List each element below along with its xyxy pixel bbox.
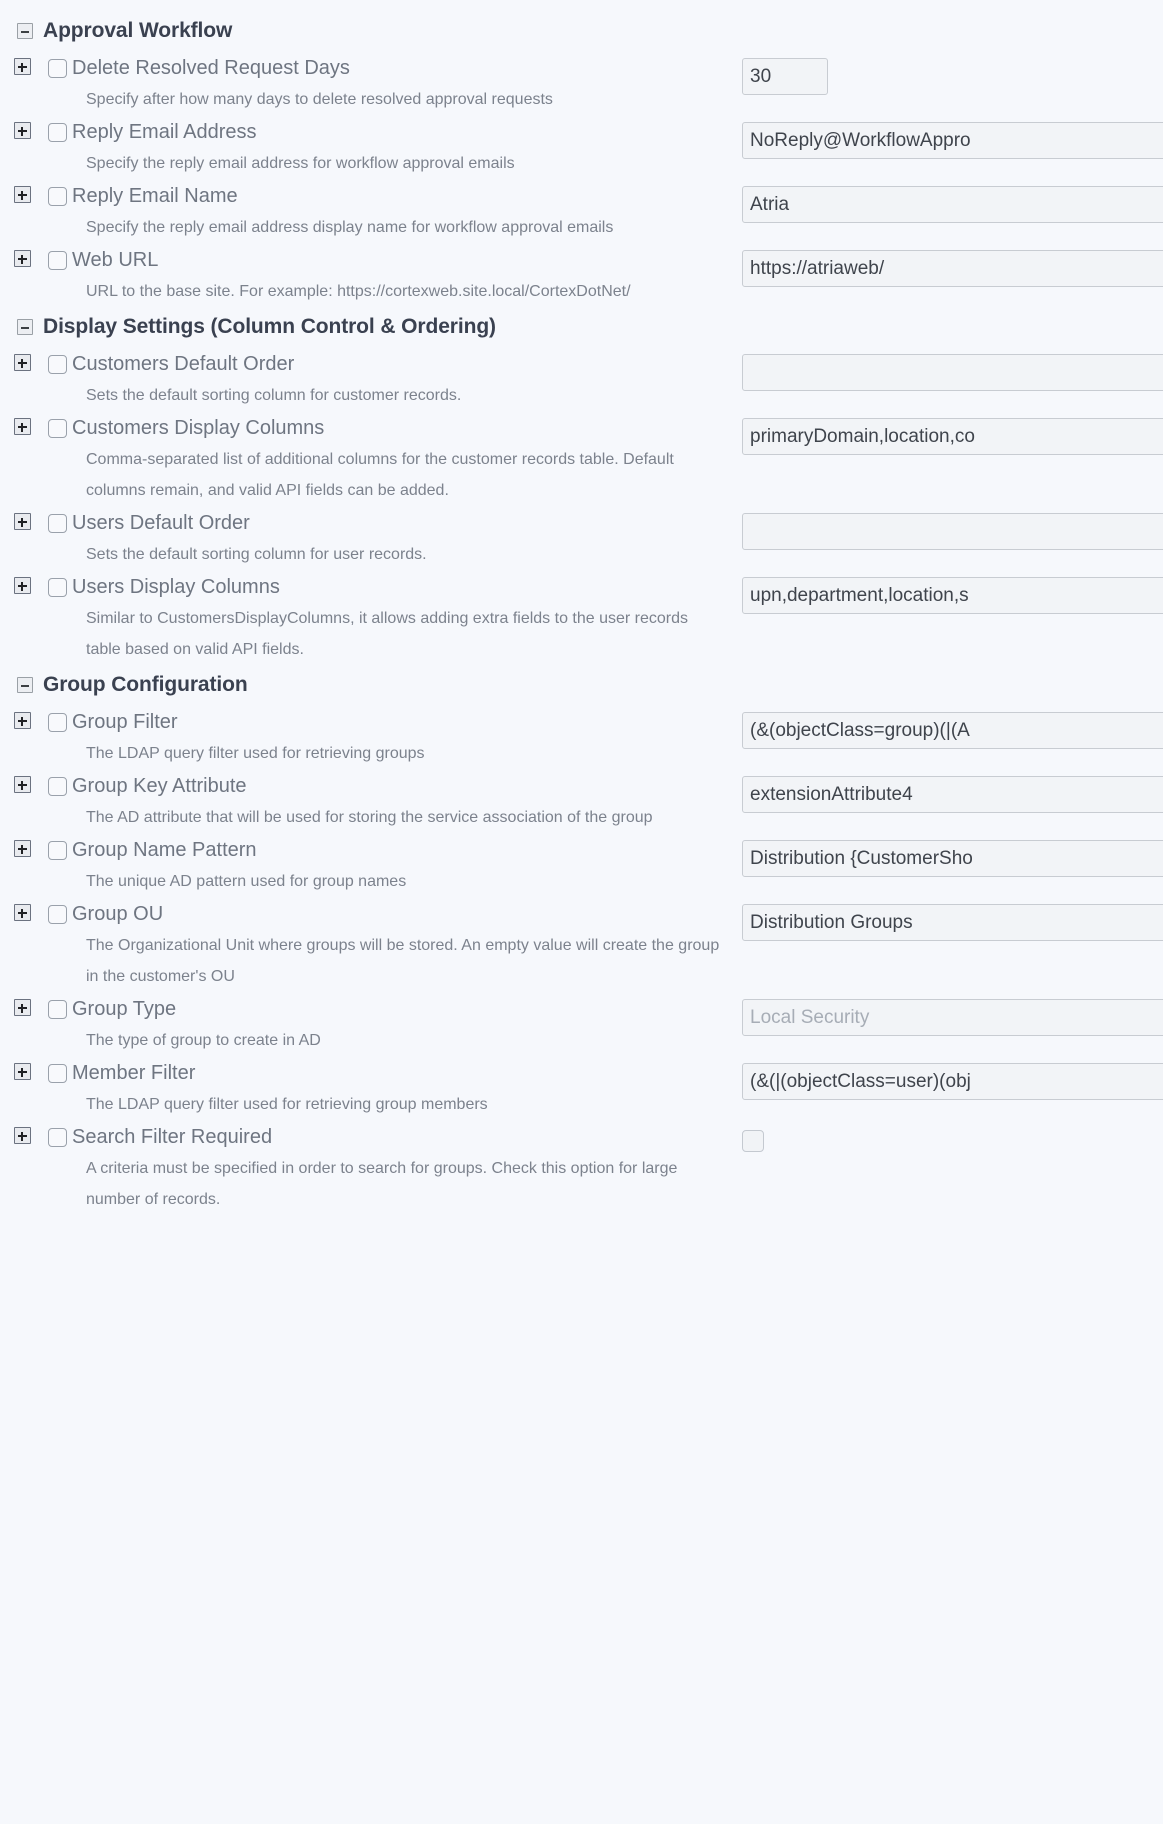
setting-header bbox=[14, 415, 728, 441]
setting-control bbox=[728, 1056, 1172, 1100]
setting-description: Specify the reply email address display name for workflow approval emails bbox=[86, 219, 614, 236]
setting-header bbox=[14, 183, 728, 209]
setting-select-checkbox[interactable] bbox=[48, 419, 67, 438]
setting-control bbox=[728, 705, 1172, 749]
setting-header bbox=[14, 901, 728, 927]
setting-row-search-filter-required bbox=[0, 1120, 1163, 1215]
setting-label: Reply Email Address bbox=[72, 121, 257, 143]
setting-header bbox=[14, 1060, 728, 1086]
setting-control bbox=[728, 243, 1172, 287]
expand-plus-icon[interactable] bbox=[14, 354, 31, 371]
setting-control bbox=[728, 992, 1172, 1036]
setting-select-checkbox[interactable] bbox=[48, 905, 67, 924]
setting-value-checkbox[interactable] bbox=[742, 1130, 764, 1152]
group-title: Approval Workflow bbox=[43, 19, 233, 42]
setting-value-input[interactable]: Local Security bbox=[742, 999, 1172, 1036]
setting-header bbox=[14, 55, 728, 81]
plus-bar-vertical bbox=[21, 423, 23, 432]
setting-row-customers-display-columns bbox=[0, 411, 1163, 506]
setting-value-input[interactable]: (&(objectClass=group)(|(A bbox=[742, 712, 1172, 749]
setting-select-checkbox[interactable] bbox=[48, 777, 67, 796]
setting-header bbox=[14, 119, 728, 145]
setting-row-group-ou bbox=[0, 897, 1163, 992]
setting-header bbox=[14, 351, 728, 377]
setting-info bbox=[14, 1120, 728, 1215]
setting-label: Users Default Order bbox=[72, 512, 250, 534]
expand-plus-icon[interactable] bbox=[14, 250, 31, 267]
minus-bar bbox=[21, 31, 29, 33]
setting-description: The AD attribute that will be used for storing the service association of the group bbox=[86, 809, 653, 826]
setting-row-reply-email-name bbox=[0, 179, 1163, 243]
setting-control bbox=[728, 570, 1172, 614]
setting-select-checkbox[interactable] bbox=[48, 355, 67, 374]
setting-row-delete-resolved-request-days bbox=[0, 51, 1163, 115]
collapse-minus-icon[interactable] bbox=[17, 23, 33, 39]
setting-value-input[interactable]: primaryDomain,location,co bbox=[742, 418, 1172, 455]
setting-info bbox=[14, 51, 728, 115]
setting-info bbox=[14, 992, 728, 1056]
setting-select-checkbox[interactable] bbox=[48, 514, 67, 533]
setting-info bbox=[14, 179, 728, 243]
setting-select-checkbox[interactable] bbox=[48, 713, 67, 732]
setting-label: Group Type bbox=[72, 998, 177, 1020]
plus-bar-vertical bbox=[21, 518, 23, 527]
setting-row-web-url bbox=[0, 243, 1163, 307]
setting-header bbox=[14, 1124, 728, 1150]
setting-select-checkbox[interactable] bbox=[48, 1000, 67, 1019]
setting-info bbox=[14, 705, 728, 769]
setting-label: Search Filter Required bbox=[72, 1126, 273, 1148]
plus-bar-vertical bbox=[21, 1132, 23, 1141]
setting-header bbox=[14, 574, 728, 600]
setting-label: Group Key Attribute bbox=[72, 775, 247, 797]
setting-header bbox=[14, 837, 728, 863]
setting-header bbox=[14, 247, 728, 273]
setting-description: The type of group to create in AD bbox=[86, 1032, 321, 1049]
plus-bar-vertical bbox=[21, 582, 23, 591]
setting-description: Specify after how many days to delete resolved approval requests bbox=[86, 91, 553, 108]
expand-plus-icon[interactable] bbox=[14, 418, 31, 435]
setting-info bbox=[14, 897, 728, 992]
plus-bar-vertical bbox=[21, 255, 23, 264]
setting-info bbox=[14, 115, 728, 179]
plus-bar-vertical bbox=[21, 359, 23, 368]
setting-description: Specify the reply email address for workflow approval emails bbox=[86, 155, 515, 172]
setting-row-group-name-pattern bbox=[0, 833, 1163, 897]
setting-value-input[interactable]: (&(|(objectClass=user)(obj bbox=[742, 1063, 1172, 1100]
setting-control bbox=[728, 897, 1172, 941]
setting-control bbox=[728, 347, 1172, 391]
plus-bar-vertical bbox=[21, 845, 23, 854]
expand-plus-icon[interactable] bbox=[14, 712, 31, 729]
setting-description: Sets the default sorting column for user records. bbox=[86, 546, 427, 563]
plus-bar-vertical bbox=[21, 717, 23, 726]
group-title: Group Configuration bbox=[43, 673, 248, 696]
setting-value-input[interactable] bbox=[742, 513, 1172, 550]
group-header-group-configuration[interactable] bbox=[0, 665, 1163, 705]
setting-row-users-default-order bbox=[0, 506, 1163, 570]
setting-value-input[interactable]: Distribution Groups bbox=[742, 904, 1172, 941]
setting-select-checkbox[interactable] bbox=[48, 187, 67, 206]
collapse-minus-icon[interactable] bbox=[17, 677, 33, 693]
setting-value-input[interactable]: upn,department,location,s bbox=[742, 577, 1172, 614]
setting-select-checkbox[interactable] bbox=[48, 251, 67, 270]
setting-label: Group Name Pattern bbox=[72, 839, 257, 861]
expand-plus-icon[interactable] bbox=[14, 1127, 31, 1144]
setting-info bbox=[14, 506, 728, 570]
setting-value-input[interactable]: NoReply@WorkflowAppro bbox=[742, 122, 1172, 159]
setting-row-group-key-attribute bbox=[0, 769, 1163, 833]
plus-bar-vertical bbox=[21, 909, 23, 918]
setting-info bbox=[14, 411, 728, 506]
setting-select-checkbox[interactable] bbox=[48, 1064, 67, 1083]
setting-description: The LDAP query filter used for retrieving group members bbox=[86, 1096, 488, 1113]
setting-row-customers-default-order bbox=[0, 347, 1163, 411]
setting-select-checkbox[interactable] bbox=[48, 59, 67, 78]
setting-description: URL to the base site. For example: https://cortexweb.site.local/CortexDotNet/ bbox=[86, 283, 631, 300]
settings-list bbox=[0, 11, 1163, 1215]
setting-control bbox=[728, 769, 1172, 813]
expand-plus-icon[interactable] bbox=[14, 776, 31, 793]
minus-bar bbox=[21, 685, 29, 687]
setting-control bbox=[728, 506, 1172, 550]
setting-label: Reply Email Name bbox=[72, 185, 238, 207]
expand-plus-icon[interactable] bbox=[14, 122, 31, 139]
setting-info bbox=[14, 833, 728, 897]
setting-header bbox=[14, 773, 728, 799]
setting-row-group-type bbox=[0, 992, 1163, 1056]
setting-description: The Organizational Unit where groups will be stored. An empty value will create the group in the customer's OU bbox=[86, 937, 720, 985]
setting-row-users-display-columns bbox=[0, 570, 1163, 665]
setting-header bbox=[14, 709, 728, 735]
setting-label: Web URL bbox=[72, 249, 159, 271]
setting-value-input[interactable]: Atria bbox=[742, 186, 1172, 223]
setting-value-input[interactable]: 30 bbox=[742, 58, 828, 95]
setting-description: The LDAP query filter used for retrieving groups bbox=[86, 745, 425, 762]
plus-bar-vertical bbox=[21, 781, 23, 790]
collapse-minus-icon[interactable] bbox=[17, 319, 33, 335]
setting-header bbox=[14, 510, 728, 536]
setting-control bbox=[728, 115, 1172, 159]
setting-control bbox=[728, 1120, 1163, 1152]
setting-control bbox=[728, 179, 1172, 223]
setting-select-checkbox[interactable] bbox=[48, 123, 67, 142]
expand-plus-icon[interactable] bbox=[14, 999, 31, 1016]
plus-bar-vertical bbox=[21, 1004, 23, 1013]
setting-info bbox=[14, 347, 728, 411]
plus-bar-vertical bbox=[21, 191, 23, 200]
expand-plus-icon[interactable] bbox=[14, 840, 31, 857]
group-header-display-settings-column-control-ordering[interactable] bbox=[0, 307, 1163, 347]
setting-label: Customers Display Columns bbox=[72, 417, 325, 439]
setting-info bbox=[14, 570, 728, 665]
expand-plus-icon[interactable] bbox=[14, 577, 31, 594]
setting-label: Member Filter bbox=[72, 1062, 196, 1084]
setting-row-reply-email-address bbox=[0, 115, 1163, 179]
setting-label: Customers Default Order bbox=[72, 353, 295, 375]
expand-plus-icon[interactable] bbox=[14, 513, 31, 530]
setting-control bbox=[728, 833, 1172, 877]
expand-plus-icon[interactable] bbox=[14, 904, 31, 921]
plus-bar-vertical bbox=[21, 127, 23, 136]
setting-description: Sets the default sorting column for customer records. bbox=[86, 387, 462, 404]
setting-select-checkbox[interactable] bbox=[48, 841, 67, 860]
setting-description: The unique AD pattern used for group names bbox=[86, 873, 407, 890]
setting-value-input[interactable]: Distribution {CustomerSho bbox=[742, 840, 1172, 877]
setting-label: Users Display Columns bbox=[72, 576, 280, 598]
setting-info bbox=[14, 769, 728, 833]
plus-bar-vertical bbox=[21, 63, 23, 72]
setting-label: Group OU bbox=[72, 903, 164, 925]
setting-description: A criteria must be specified in order to search for groups. Check this option for large number of records. bbox=[86, 1160, 678, 1208]
setting-header bbox=[14, 996, 728, 1022]
group-header-approval-workflow[interactable] bbox=[0, 11, 1163, 51]
expand-plus-icon[interactable] bbox=[14, 1063, 31, 1080]
setting-info bbox=[14, 1056, 728, 1120]
expand-plus-icon[interactable] bbox=[14, 58, 31, 75]
setting-control bbox=[728, 51, 1163, 95]
setting-row-group-filter bbox=[0, 705, 1163, 769]
setting-select-checkbox[interactable] bbox=[48, 578, 67, 597]
setting-info bbox=[14, 243, 728, 307]
setting-label: Group Filter bbox=[72, 711, 178, 733]
setting-label: Delete Resolved Request Days bbox=[72, 57, 350, 79]
setting-description: Comma-separated list of additional columns for the customer records table. Default columns remain, and valid API fields can be added. bbox=[86, 451, 674, 499]
expand-plus-icon[interactable] bbox=[14, 186, 31, 203]
setting-control bbox=[728, 411, 1172, 455]
group-title: Display Settings (Column Control & Ordering) bbox=[43, 315, 496, 338]
setting-value-input[interactable] bbox=[742, 354, 1172, 391]
minus-bar bbox=[21, 327, 29, 329]
setting-value-input[interactable]: https://atriaweb/ bbox=[742, 250, 1172, 287]
setting-description: Similar to CustomersDisplayColumns, it allows adding extra fields to the user records table based on valid API fields. bbox=[86, 610, 689, 658]
setting-value-input[interactable]: extensionAttribute4 bbox=[742, 776, 1172, 813]
plus-bar-vertical bbox=[21, 1068, 23, 1077]
setting-row-member-filter bbox=[0, 1056, 1163, 1120]
setting-select-checkbox[interactable] bbox=[48, 1128, 67, 1147]
